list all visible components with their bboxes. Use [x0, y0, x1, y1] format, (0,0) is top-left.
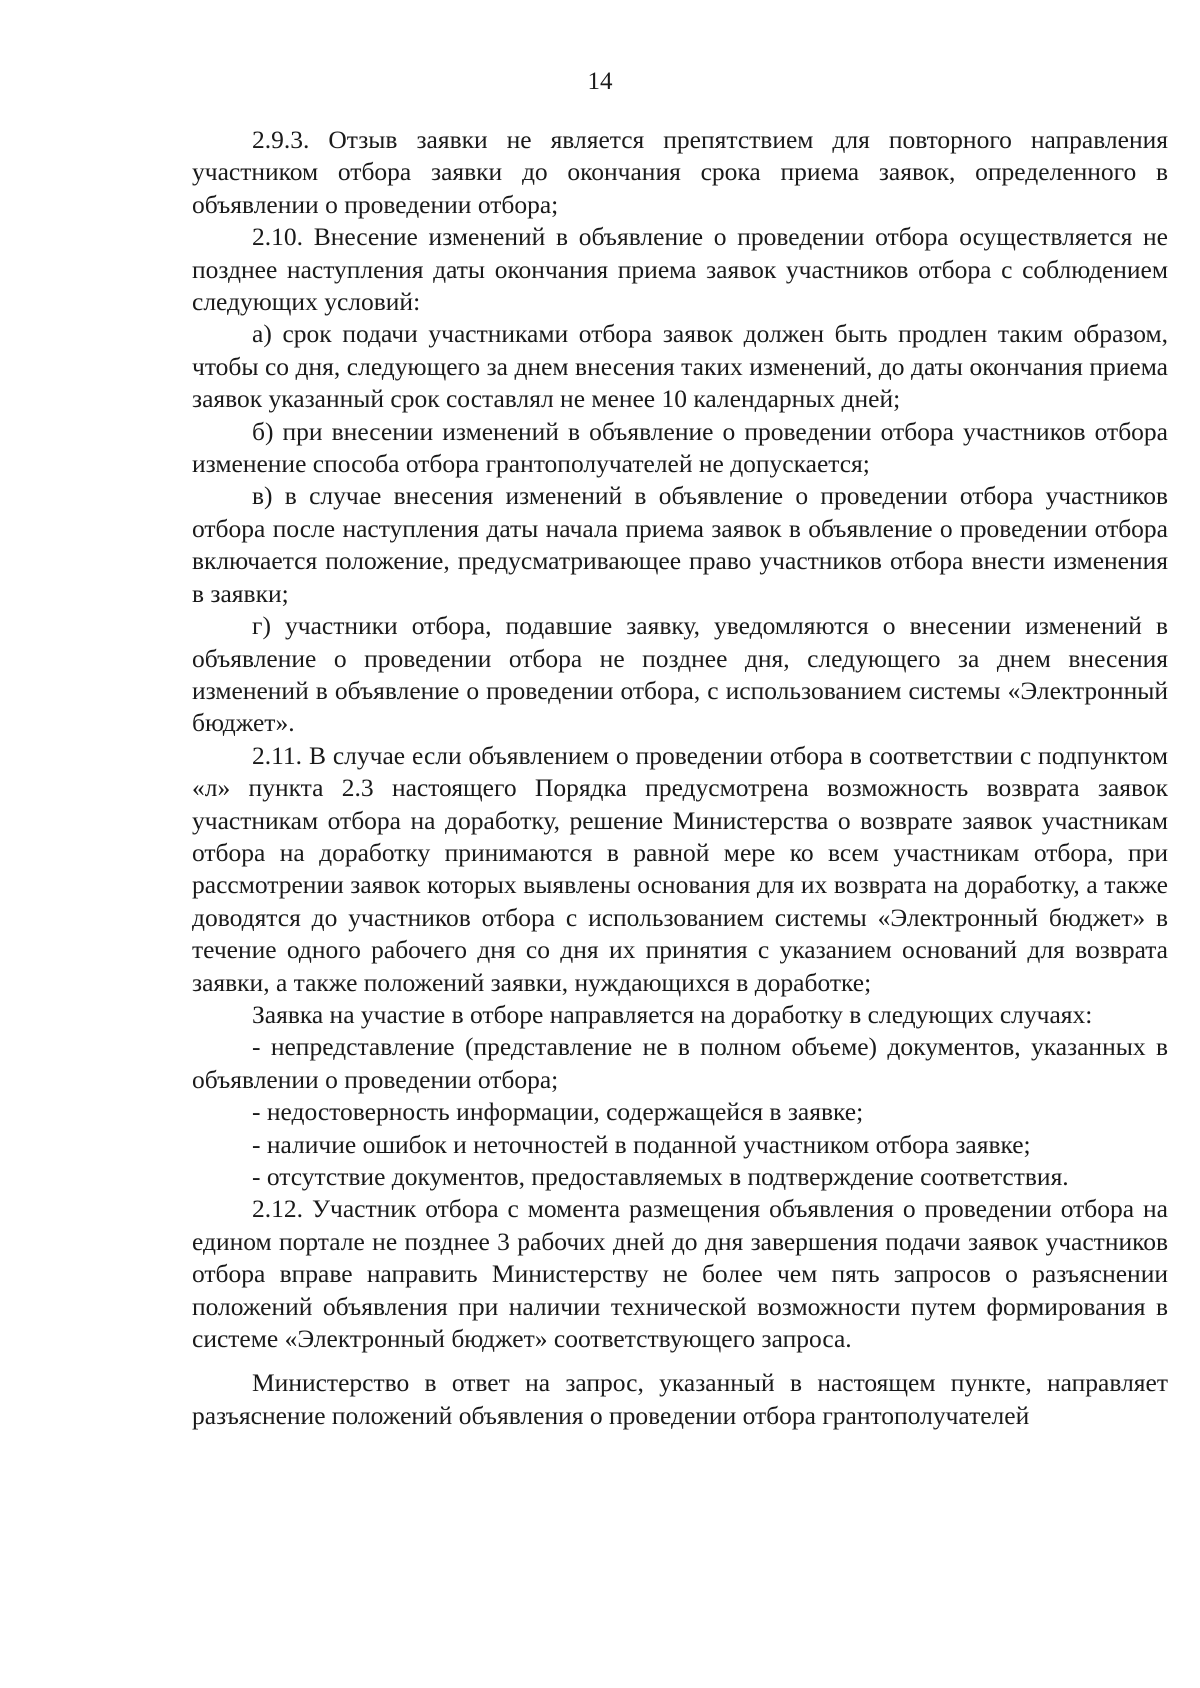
document-body: [192, 124, 1168, 1432]
list-item-missing-documents: - отсутствие документов, предоставляемых в подтверждение соответствия.: [252, 1162, 1069, 1191]
paragraph-2-11: 2.11. В случае если объявлением о проведении отбора в соответствии с подпунктом «л» пункта 2.3 настоящего Порядка предусмотрена возможность возврата заявок участникам отбора на доработку, решение Министерства о возврате заявок участникам отбора на доработку принимаются в равной мере ко всем участникам отбора, при рассмотрении заявок которых выявлены основания для их возврата на доработку, а также доводятся до участников отбора с использованием системы «Электронный бюджет» в течение одного рабочего дня со дня их принятия с указанием оснований для возврата заявки, а также положений заявки, нуждающихся в доработке;: [192, 740, 1168, 997]
paragraph-2-10-b: б) при внесении изменений в объявление о проведении отбора участников отбора изменение способа отбора грантополучателей не допускается;: [192, 416, 1168, 479]
paragraph-2-10-v: в) в случае внесения изменений в объявление о проведении отбора участников отбора после наступления даты начала приема заявок в объявление о проведении отбора включается положение, предусматривающее право участников отбора внести изменения в заявки;: [192, 481, 1168, 608]
paragraph-ministry-response: Министерство в ответ на запрос, указанный в настоящем пункте, направляет разъяснение положений объявления о проведении отбора грантополучателей: [192, 1368, 1168, 1430]
list-item-nonsubmission: - непредставление (представление не в полном объеме) документов, указанных в объявлении о проведении отбора;: [192, 1032, 1168, 1094]
paragraph-2-9-3: 2.9.3. Отзыв заявки не является препятствием для повторного направления участником отбора заявки до окончания срока приема заявок, определенного в объявлении о проведении отбора;: [192, 125, 1168, 219]
paragraph-2-10-a: а) срок подачи участниками отбора заявок должен быть продлен таким образом, чтобы со дня, следующего за днем внесения таких изменений, до даты окончания приема заявок указанный срок составлял не менее 10 календарных дней;: [192, 319, 1168, 414]
list-item-errors: - наличие ошибок и неточностей в поданной участником отбора заявке;: [252, 1129, 1031, 1159]
paragraph-2-10: 2.10. Внесение изменений в объявление о проведении отбора осуществляется не позднее наступления даты окончания приема заявок участников отбора с соблюдением следующих условий:: [192, 222, 1168, 317]
list-item-unreliable-info: - недостоверность информации, содержащейся в заявке;: [252, 1097, 864, 1127]
paragraph-rework-cases: Заявка на участие в отборе направляется на доработку в следующих случаях:: [252, 999, 1093, 1029]
paragraph-2-12: 2.12. Участник отбора с момента размещения объявления о проведении отбора на едином портале не позднее 3 рабочих дней до дня завершения подачи заявок участников отбора вправе направить Министерству не более чем пять запросов о разъяснении положений объявления при наличии технической возможности путем формирования в системе «Электронный бюджет» соответствующего запроса.: [192, 1194, 1168, 1354]
paragraph-2-10-g: г) участники отбора, подавшие заявку, уведомляются о внесении изменений в объявление о проведении отбора не позднее дня, следующего за днем внесения изменений в объявление о проведении отбора, с использованием системы «Электронный бюджет».: [192, 611, 1168, 738]
page-number: 14: [587, 68, 613, 95]
